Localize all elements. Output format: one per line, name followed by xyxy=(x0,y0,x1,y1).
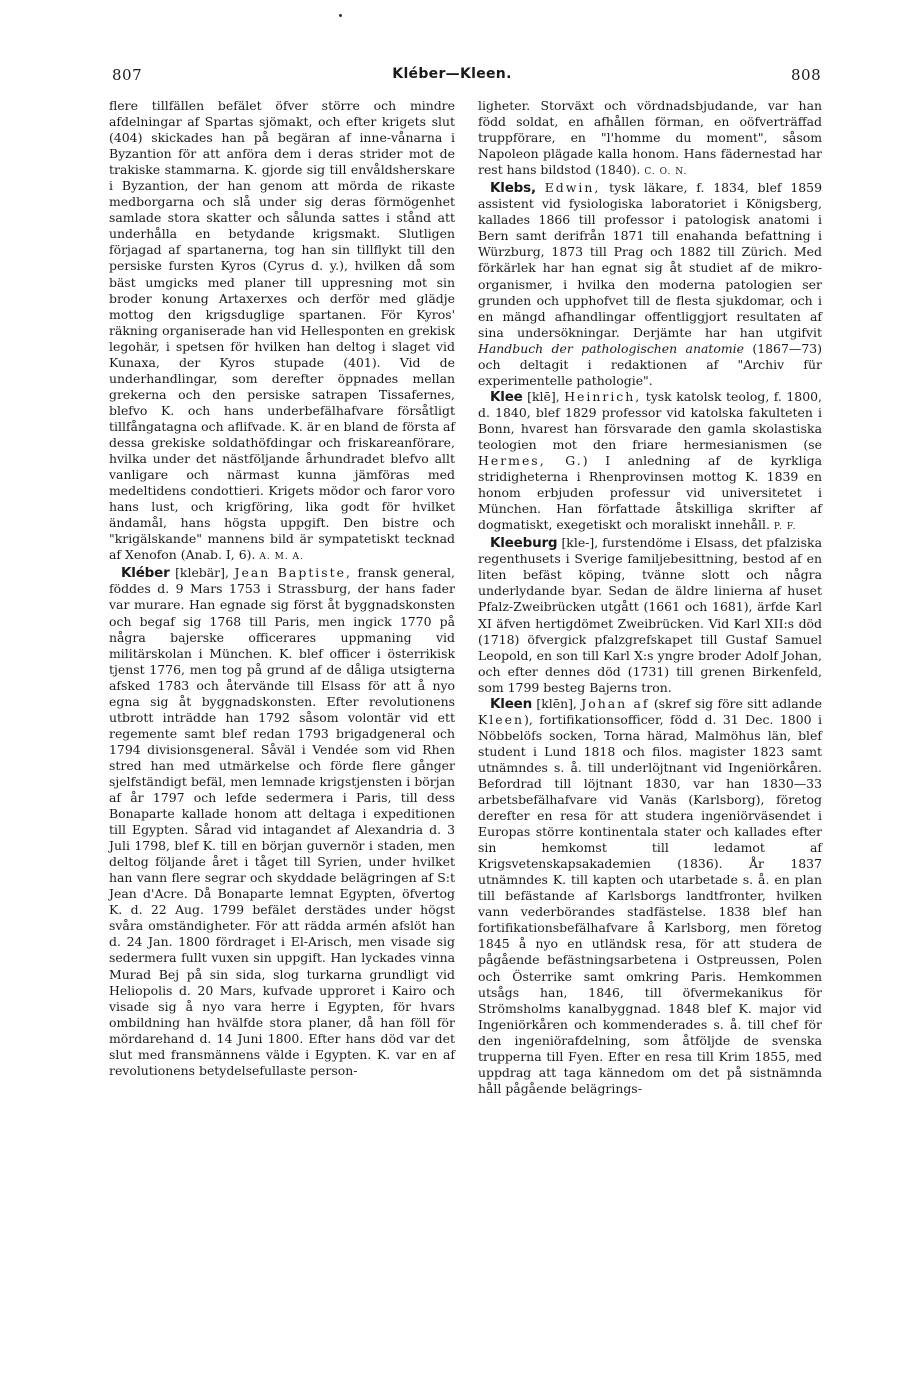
entry-kleeburg: Kleeburg [kle-], furstendöme i Elsass, det pfalziska regenthusets i Sverige familjebesittning, bestod af en liten befäst köping, tvänne slott och några underlydande byar. Sedan de äldre linierna af huset Pfalz-Zweibrücken utgått (1661 och 1681), ärfde Karl XI äfven hertigdömet Zweibrücken. Vid Karl XII:s död (1718) öfvergick pfalzgrefskapet till Gustaf Samuel Leopold, en son till Karl X:s yngre broder Adolf Johan, och efter dennes död (1731) till grenen Birkenfeld, som 1799 besteg Bajerns tron. xyxy=(478,535,822,695)
entry-klee: Klee [klē], Heinrich, tysk katolsk teolog, f. 1800, d. 1840, blef 1829 professor vid katolska fakulteten i Bonn, hvarest han försvarade den gamla skolastiska teologien mot den friare hermesianismen (se Hermes, G.) I anledning af de kyrkliga stridigheterna i Rhenprovinsen mottog K. 1839 en honom erbjuden professur vid universitetet i München. Han författade åtskilliga skrifter af dogmatiskt, exegetiskt och moraliskt innehåll. P. F. xyxy=(478,388,823,533)
entry-kleen: Kleen [klēn], Johan af (skref sig före sitt adlande Kleen), fortifikationsofficer, född d. 31 Dec. 1800 i Nöbbelöfs socken, Torna härad, Malmöhus län, blef student i Lund 1818 och filos. magister 1823 samt utnämndes s. å. till underlöjtnant vid Ingeniörkåren. Befordrad till löjtnant 1830, var han 1830—33 arbetsbefälhafvare vid Vanäs (Karlsborg), företog derefter en resa för att studera ingeniörväsendet i Europas större kontinentala stater och kallades efter sin hemkomst till ledamot af Krigsvetenskapsakademien (1836). År 1837 utnämndes K. till kapten och utarbetade s. å. en plan till befästande af Karlsborgs landtfronter, hvilken vann vederbörandes stadfästelse. 1838 blef han fortifikationsbefälhafvare å Karlsborg, men företog 1845 å nyo en utländsk resa, för att studera de pågående befästningsarbetena i Ostpreussen, Polen och Österrike samt omkring Paris. Hemkommen utsågs han, 1846, till öfvermekanikus för Strömsholms kanalbyggnad. 1848 blef K. major vid Ingeniörkåren och kommenderades s. å. till chef för den ingeniörafdelning, som åtföljde de svenska trupperna till Fyen. Efter en resa till Krim 1855, med uppdrag att taga kännedom om det på sistnämnda håll pågående belägrings- xyxy=(478,695,822,1096)
entry-kleber: Kléber [klebär], Jean Baptiste, fransk general, föddes d. 9 Mars 1753 i Strassburg, der hans fader var murare. Han egnade sig först åt byggnadskonsten och begaf sig 1768 till Paris, men ingick 1770 på några bajerske officerares uppmaning vid militärskolan i München. K. blef officer i österrikisk tjenst 1776, men tog på grund af de dåliga utsigterna afsked 1783 och återvände till Elsass för att å nyo egna sig åt byggnadskonsten. Efter revolutionens utbrott inträdde han 1792 såsom volontär vid ett regemente samt blef redan 1793 brigadgeneral och 1794 divisionsgeneral. Såväl i Vendée som vid Rhen stred han med utmärkelse och förde flere gånger sjelfständigt befäl, men lemnade krigstjensten i början af år 1797 och lefde sedermera i Paris, till dess Bonaparte kallade honom att deltaga i expeditionen till Egypten. Sårad vid intagandet af Alexandria d. 3 Juli 1798, blef K. till en början guvernör i staden, men deltog följande året i tåget till Syrien, under hvilket han vann flere segrar och skyddade belägringen af S:t Jean d'Acre. Då Bonaparte lemnat Egypten, öfvertog K. d. 22 Aug. 1799 befälet derstädes under högst svåra omständigheter. För att rädda armén afslöt han d. 24 Jan. 1800 fördraget i El-Arisch, men visade sig sedermera fullt vuxen sin uppgift. Han lyckades vinna Murad Bej på sin sida, slog turkarna grundligt vid Heliopolis d. 20 Mars, kufvade upproret i Kairo och visade sig å nyo vara herre i Egypten, för hvars ombildning han hvälfde stora planer, då han föll för mördarehand d. 14 Juni 1800. Efter hans död var det slut med fransmännens välde i Egypten. K. var en af revolutionens betydelsefullaste person- xyxy=(109,565,455,1078)
page-header xyxy=(0,66,904,86)
right-page-number: 808 xyxy=(791,66,822,84)
signature: C. O. N. xyxy=(644,167,688,178)
headword: Klee xyxy=(490,388,523,405)
headword: Kléber xyxy=(121,565,170,582)
book-title: Handbuch der pathologischen anatomie xyxy=(478,340,744,356)
left-page-number: 807 xyxy=(112,66,143,84)
entry-continuation-klearchos: flere tillfällen befälet öfver större och mindre afdelningar af Spartas sjömakt, och efter krigets slut (404) skickades han på begäran af inne-vånarna i Byzantion för att anföra dem i deras strider mot de trakiske stammarna. K. gjorde sig till envåldsherskare i Byzantion, der han genom att mörda de rikaste medborgarna och slå under sig deras förmögenhet samlade stora skatter och sålunda sattes i stånd att underhålla en betydande krigsmakt. Slutligen förjagad af spartanerna, tog han sin tillflykt till den persiske fursten Kyros (Cyrus d. y.), hvilken då som bäst umgicks med planer till uppresning mot sin broder konung Artaxerxes och derför med glädje mottog den krigsduglige spartanen. För Kyros' räkning organiserade han vid Hellesponten en grekisk legohär, i spetsen för hvilken han deltog i slaget vid Kunaxa, der Kyros stupade (401). Vid de underhandlingar, som derefter öppnades mellan grekerna och den persiske satrapen Tissafernes, blefvo K. och hans underbefälhafvare försåtligt tillfångatagna och aflifvade. K. är en bland de första af dessa grekiske soldathöfdingar och friskareanförare, hvilka under det nästföljande århundradet blefvo allt vanligare och närmast kunna jämföras med medeltidens condottieri. Krigets mödor och faror voro hans lust, och krigföring, lika godt för hvilket ändamål, hans högsta uppgift. Den bistre och "krigälskande" mannens bild är sympatetiskt tecknad af Xenofon (Anab. I, 6). A. M. A. xyxy=(109,98,455,563)
headword: Kleeburg xyxy=(490,535,558,552)
left-column xyxy=(109,98,455,1079)
headword: Klebs, xyxy=(490,180,536,197)
signature: A. M. A. xyxy=(259,552,304,563)
print-speck xyxy=(339,14,342,17)
headword: Kleen xyxy=(490,695,533,712)
right-column xyxy=(478,98,822,1097)
cross-reference: Kleen xyxy=(478,711,525,727)
person-name: Heinrich, xyxy=(564,388,642,404)
entry-klebs: Klebs, Edwin, tysk läkare, f. 1834, blef 1859 assistent vid fysiologiska laboratoriet i Königsberg, kallades 1866 till professor i patologisk anatomi i Bern samt derifrån 1871 till enahanda befattning i Würzburg, 1873 till Prag och 1882 till Zürich. Med förkärlek har han egnat sig åt studiet af de mikro-organismer, i hvilka den moderna patologien ser grunden och upphofvet till de flesta sjukdomar, och i en mängd afhandlingar offentliggjort resultaten af sina undersökningar. Derjämte har han utgifvit Handbuch der pathologischen anatomie (1867—73) och deltagit i redaktionen af "Archiv für experimentelle pathologie". xyxy=(478,180,822,388)
person-name: Edwin, xyxy=(544,180,601,196)
signature: P. F. xyxy=(773,522,797,533)
person-name: Johan af xyxy=(581,695,650,711)
running-title: Kléber—Kleen. xyxy=(392,66,512,82)
cross-reference: Hermes, G. xyxy=(478,453,583,469)
person-name: Jean Baptiste, xyxy=(234,565,352,581)
entry-continuation-kleber: ligheter. Storväxt och vördnadsbjudande, var han född soldat, en afhållen förman, en oöfverträffad truppförare, en "l'homme du moment", såsom Napoleon plägade kalla honom. Hans fädernestad har rest hans bildstod (1840). C. O. N. xyxy=(478,98,822,178)
